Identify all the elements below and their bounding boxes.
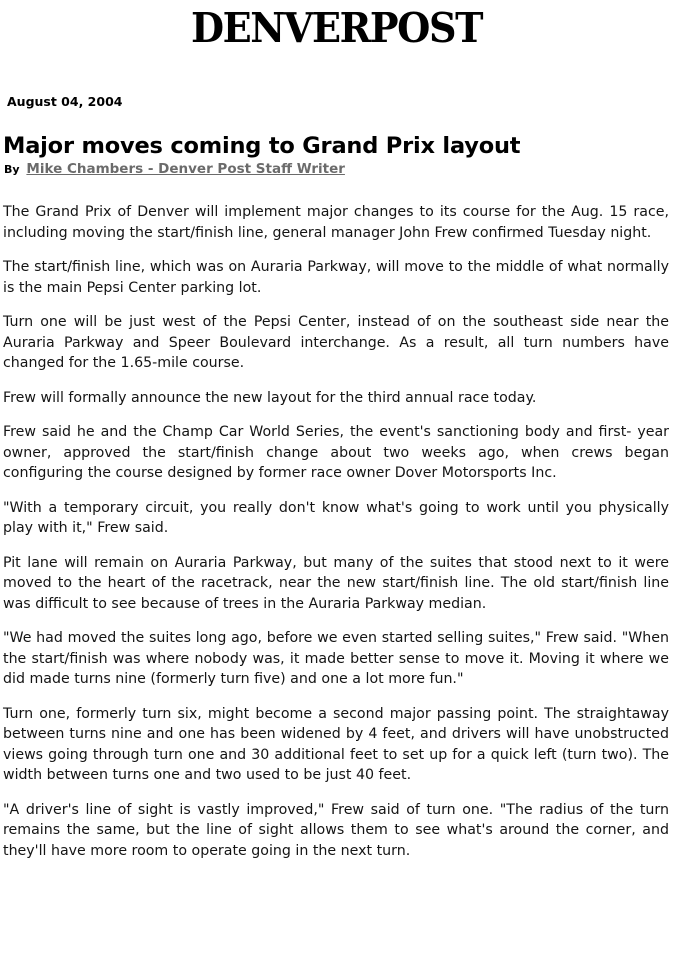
byline-prefix: By: [4, 163, 20, 176]
article-paragraph: Frew said he and the Champ Car World Series, the event's sanctioning body and first- year owner, approved the start/finish change about two weeks ago, when crews began configuring the course designed by former race owner Dover Motorsports Inc.: [3, 424, 669, 481]
masthead: [0, 2, 674, 54]
newspaper-logo: DENVERPOST: [191, 4, 483, 52]
article-paragraph: "A driver's line of sight is vastly improved," Frew said of turn one. "The radius of the turn remains the same, but the line of sight allows them to see what's around the corner, and they'll have more room to operate going in the next turn.: [3, 801, 669, 859]
article-date: August 04, 2004: [7, 94, 123, 109]
article-paragraph: Frew will formally announce the new layout for the third annual race today.: [3, 389, 537, 406]
byline-author-link[interactable]: Mike Chambers - Denver Post Staff Writer: [26, 161, 345, 177]
article-paragraph: "With a temporary circuit, you really don't know what's going to work until you physically play with it," Frew said.: [3, 499, 669, 536]
article-paragraph: The Grand Prix of Denver will implement major changes to its course for the Aug. 15 race, including moving the start/finish line, general manager John Frew confirmed Tuesday night.: [3, 204, 669, 241]
article-paragraph: The start/finish line, which was on Auraria Parkway, will move to the middle of what normally is the main Pepsi Center parking lot.: [3, 259, 669, 296]
article-body: [3, 202, 669, 875]
article-paragraph: Turn one, formerly turn six, might become a second major passing point. The straightaway between turns nine and one has been widened by 4 feet, and drivers will have unobstructed views going through turn one and 30 additional feet to set up for a quick left (turn two). The width between turns one and two used to be just 40 feet.: [3, 705, 669, 783]
byline: [4, 161, 345, 177]
article-paragraph: Turn one will be just west of the Pepsi Center, instead of on the southeast side near the Auraria Parkway and Speer Boulevard interchange. As a result, all turn numbers have changed for the 1.65-mile course.: [3, 314, 669, 371]
article-paragraph: "We had moved the suites long ago, before we even started selling suites," Frew said. "When the start/finish was where nobody was, it made better sense to move it. Moving it where we did made turns nine (formerly turn five) and one a lot more fun.": [3, 630, 669, 687]
article-headline: Major moves coming to Grand Prix layout: [3, 133, 521, 159]
article-paragraph: Pit lane will remain on Auraria Parkway, but many of the suites that stood next to it were moved to the heart of the racetrack, near the new start/finish line. The old start/finish line was difficult to see because of trees in the Auraria Parkway median.: [3, 554, 669, 612]
